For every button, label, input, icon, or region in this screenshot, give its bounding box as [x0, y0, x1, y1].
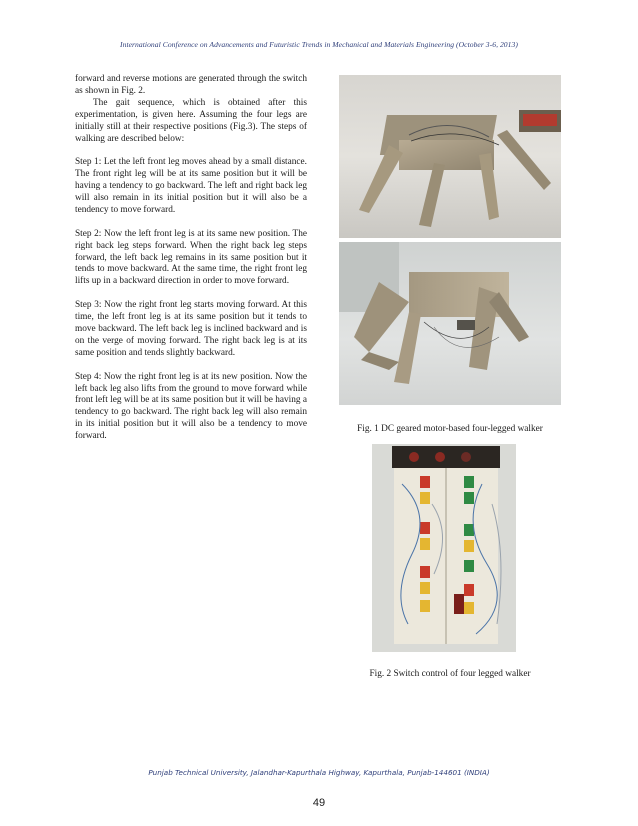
paragraph-gait-intro: The gait sequence, which is obtained after this experimentation, is given here. Assuming the four legs are initially still at their respective positions (Fig.3). The steps of walking are described below:: [75, 97, 307, 144]
paragraph-step-4: Step 4: Now the right front leg is at its new position. Now the left back leg also lifts from the ground to move forward while front left leg will be at its same position but it will be having a tendency to go backward. The right back leg will also remain in its initial position but it will also be a tendency to move forward.: [75, 371, 307, 442]
figure-1-caption: Fig. 1 DC geared motor-based four-legged walker: [357, 424, 543, 434]
figure-2-caption: Fig. 2 Switch control of four legged walker: [369, 669, 531, 679]
paragraph-step-1: Step 1: Let the left front leg moves ahead by a small distance. The front right leg will be at its same position but it will be having a tendency to go backward. The left and right back leg will also remain in its initial position but it will also be a tendency to move forward.: [75, 157, 307, 215]
institution-footer: Punjab Technical University, Jalandhar-Kapurthala Highway, Kapurthala, Punjab-144601 (INDIA): [148, 768, 490, 777]
walker-photo-top: [339, 75, 561, 238]
switch-board-photo: [372, 444, 516, 652]
body-text-column: [75, 74, 307, 455]
walker-photo-bottom: [339, 242, 561, 405]
paragraph-step-2: Step 2: Now the left front leg is at its same new position. The right back leg steps forward. When the right back leg steps forward, the left back leg remains in its same position but it tends to move backward. At the same time, the right front leg lifts up in a backward direction in order to move forward.: [75, 228, 307, 287]
conference-header: International Conference on Advancements and Futuristic Trends in Mechanical and Materials Engineering (October 3-6, 2013): [120, 40, 518, 49]
paragraph-continuation: forward and reverse motions are generated through the switch as shown in Fig. 2.: [75, 74, 307, 96]
page-number: 49: [312, 797, 326, 809]
paragraph-step-3: Step 3: Now the right front leg starts moving forward. At this time, the left front leg is at its same position but it tends to move backward. The left back leg is inclined backward and is on the verge of moving forward. The right back leg is at its same position and tends slightly backward.: [75, 300, 307, 358]
